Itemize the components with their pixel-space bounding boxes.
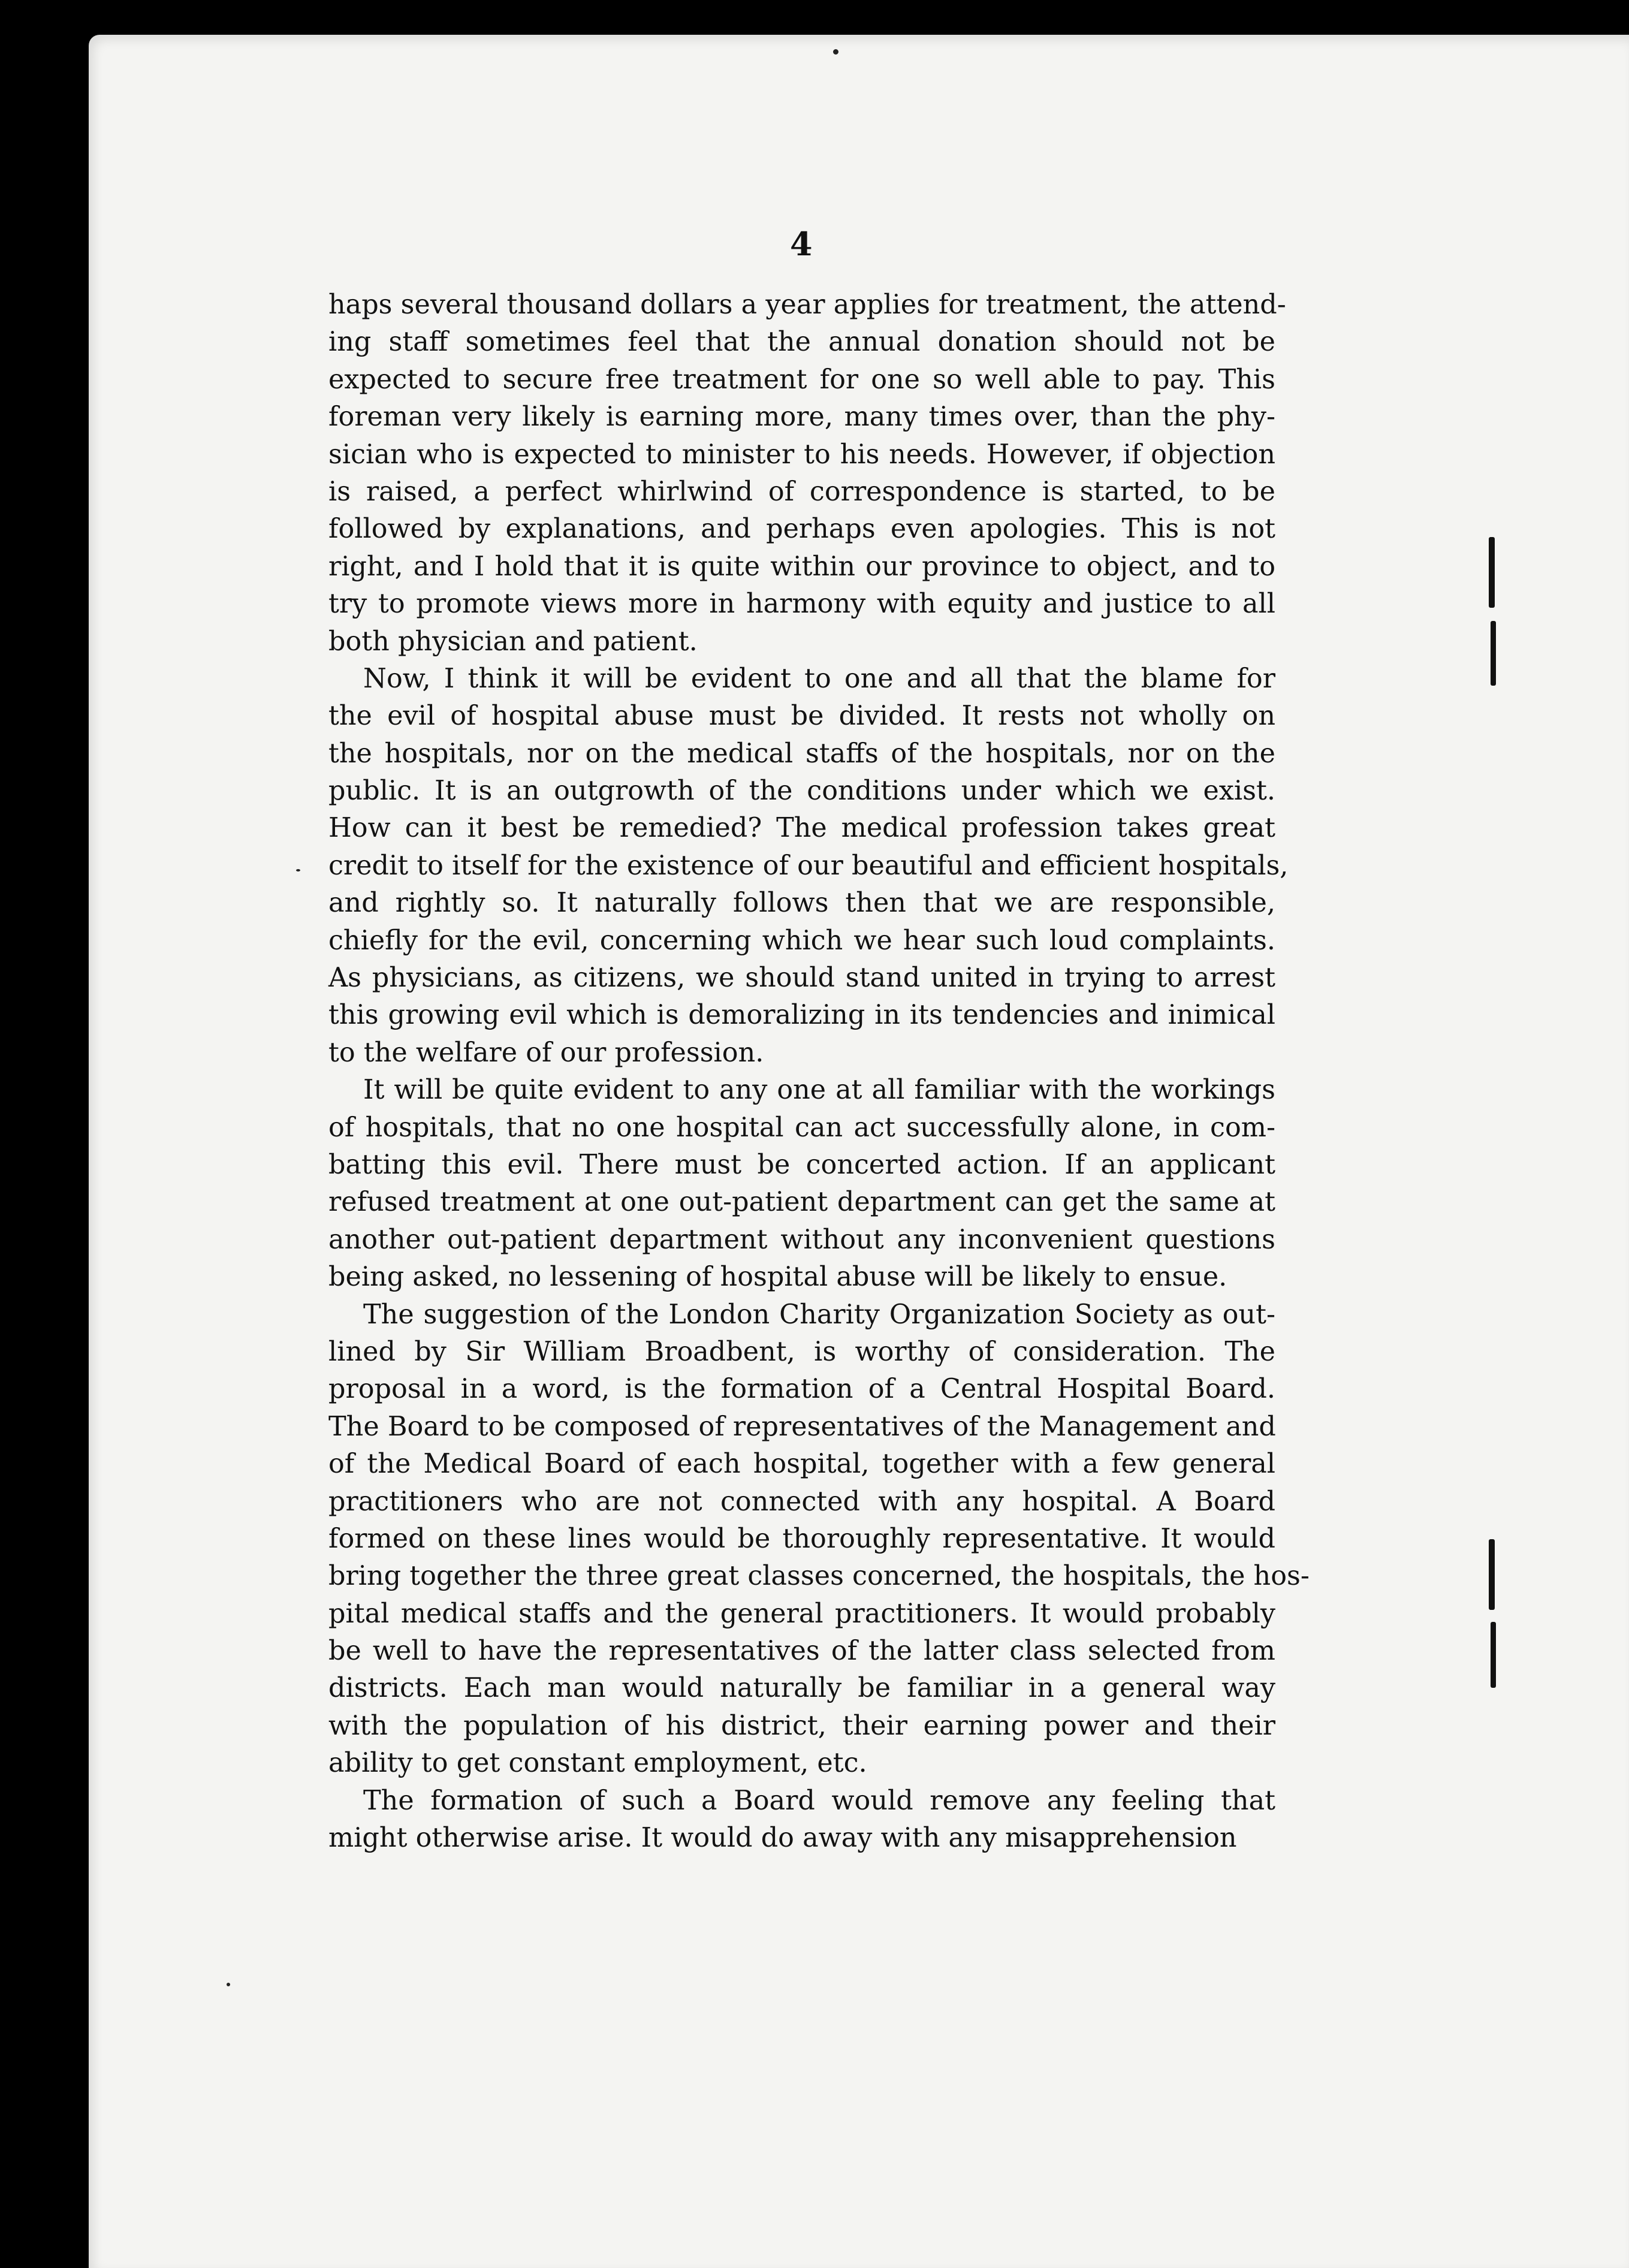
text-line: credit to itself for the existence of our beautiful and efficient hospitals, [328,850,1289,881]
text-line: chiefly for the evil, concerning which we hear such loud complaints. [328,925,1275,956]
text-line: be well to have the representatives of the latter class selected from [328,1636,1275,1667]
page-number: 4 [790,225,813,263]
text-line: lined by Sir William Broadbent, is worthy of consideration. The [328,1336,1275,1367]
text-line: ability to get constant employment, etc. [328,1748,867,1779]
body-text [328,286,1310,1857]
text-line: The Board to be composed of representatives of the Management and [328,1411,1276,1442]
text-line: Now, I think it will be evident to one and all that the blame for [363,663,1275,694]
text-line: districts. Each man would naturally be familiar in a general way [328,1673,1275,1704]
text-line: both physician and patient. [328,626,698,657]
paragraph [328,1072,1275,1296]
margin-bar-mark [1489,1539,1495,1610]
text-line: How can it best be remedied? The medical profession takes great [328,813,1275,844]
text-line: with the population of his district, their earning power and their [328,1710,1275,1741]
text-line: followed by explanations, and perhaps even apologies. This is not [328,514,1275,545]
text-line: another out-patient department without any inconvenient questions [328,1224,1275,1255]
text-line: try to promote views more in harmony with equity and justice to all [328,589,1275,620]
text-line: being asked, no lessening of hospital abuse will be likely to ensue. [328,1262,1227,1293]
text-line: ing staff sometimes feel that the annual donation should not be [328,327,1275,358]
text-line: right, and I hold that it is quite within our province to object, and to [328,551,1275,582]
margin-bar-mark [1491,621,1496,686]
text-line: refused treatment at one out-patient department can get the same at [328,1187,1275,1218]
speck-left [296,869,300,871]
text-line: bring together the three great classes concerned, the hospitals, the hos- [328,1561,1310,1592]
speck-bottom [227,1983,230,1986]
text-line: this growing evil which is demoralizing in its tendencies and inimical [328,1000,1275,1031]
paragraph [328,1296,1310,1783]
paragraph [328,1783,1275,1857]
text-line: formed on these lines would be thoroughly representative. It would [328,1523,1275,1554]
text-line: pital medical staffs and the general practitioners. It would probably [328,1598,1275,1629]
paragraph [328,286,1286,661]
margin-bar-mark [1489,537,1495,608]
text-line: of the Medical Board of each hospital, together with a few general [328,1449,1275,1480]
text-line: of hospitals, that no one hospital can act successfully alone, in com- [328,1112,1275,1143]
text-line: public. It is an outgrowth of the conditions under which we exist. [328,776,1275,807]
text-line: expected to secure free treatment for one so well able to pay. This [328,364,1275,395]
text-line: The suggestion of the London Charity Organization Society as out- [363,1299,1275,1330]
text-line: batting this evil. There must be concerted action. If an applicant [328,1149,1275,1180]
text-line: might otherwise arise. It would do away with any misapprehension [328,1823,1237,1854]
text-line: It will be quite evident to any one at all familiar with the workings [363,1075,1275,1106]
margin-bar-mark [1491,1622,1496,1688]
text-line: proposal in a word, is the formation of a Central Hospital Board. [328,1374,1275,1405]
text-line: and rightly so. It naturally follows then that we are responsible, [328,888,1275,919]
text-line: As physicians, as citizens, we should stand united in trying to arrest [328,963,1275,994]
text-line: sician who is expected to minister to his needs. However, if objection [328,439,1275,470]
speck-top [833,49,838,55]
text-line: the hospitals, nor on the medical staffs of the hospitals, nor on the [328,738,1275,769]
paragraph [328,661,1289,1072]
text-line: The formation of such a Board would remove any feeling that [363,1785,1275,1816]
text-line: to the welfare of our profession. [328,1037,764,1068]
text-line: practitioners who are not connected with any hospital. A Board [328,1486,1275,1517]
text-line: haps several thousand dollars a year applies for treatment, the attend- [328,289,1286,320]
text-line: the evil of hospital abuse must be divided. It rests not wholly on [328,701,1275,732]
text-line: is raised, a perfect whirlwind of correspondence is started, to be [328,476,1275,507]
text-line: foreman very likely is earning more, many times over, than the phy- [328,402,1275,433]
